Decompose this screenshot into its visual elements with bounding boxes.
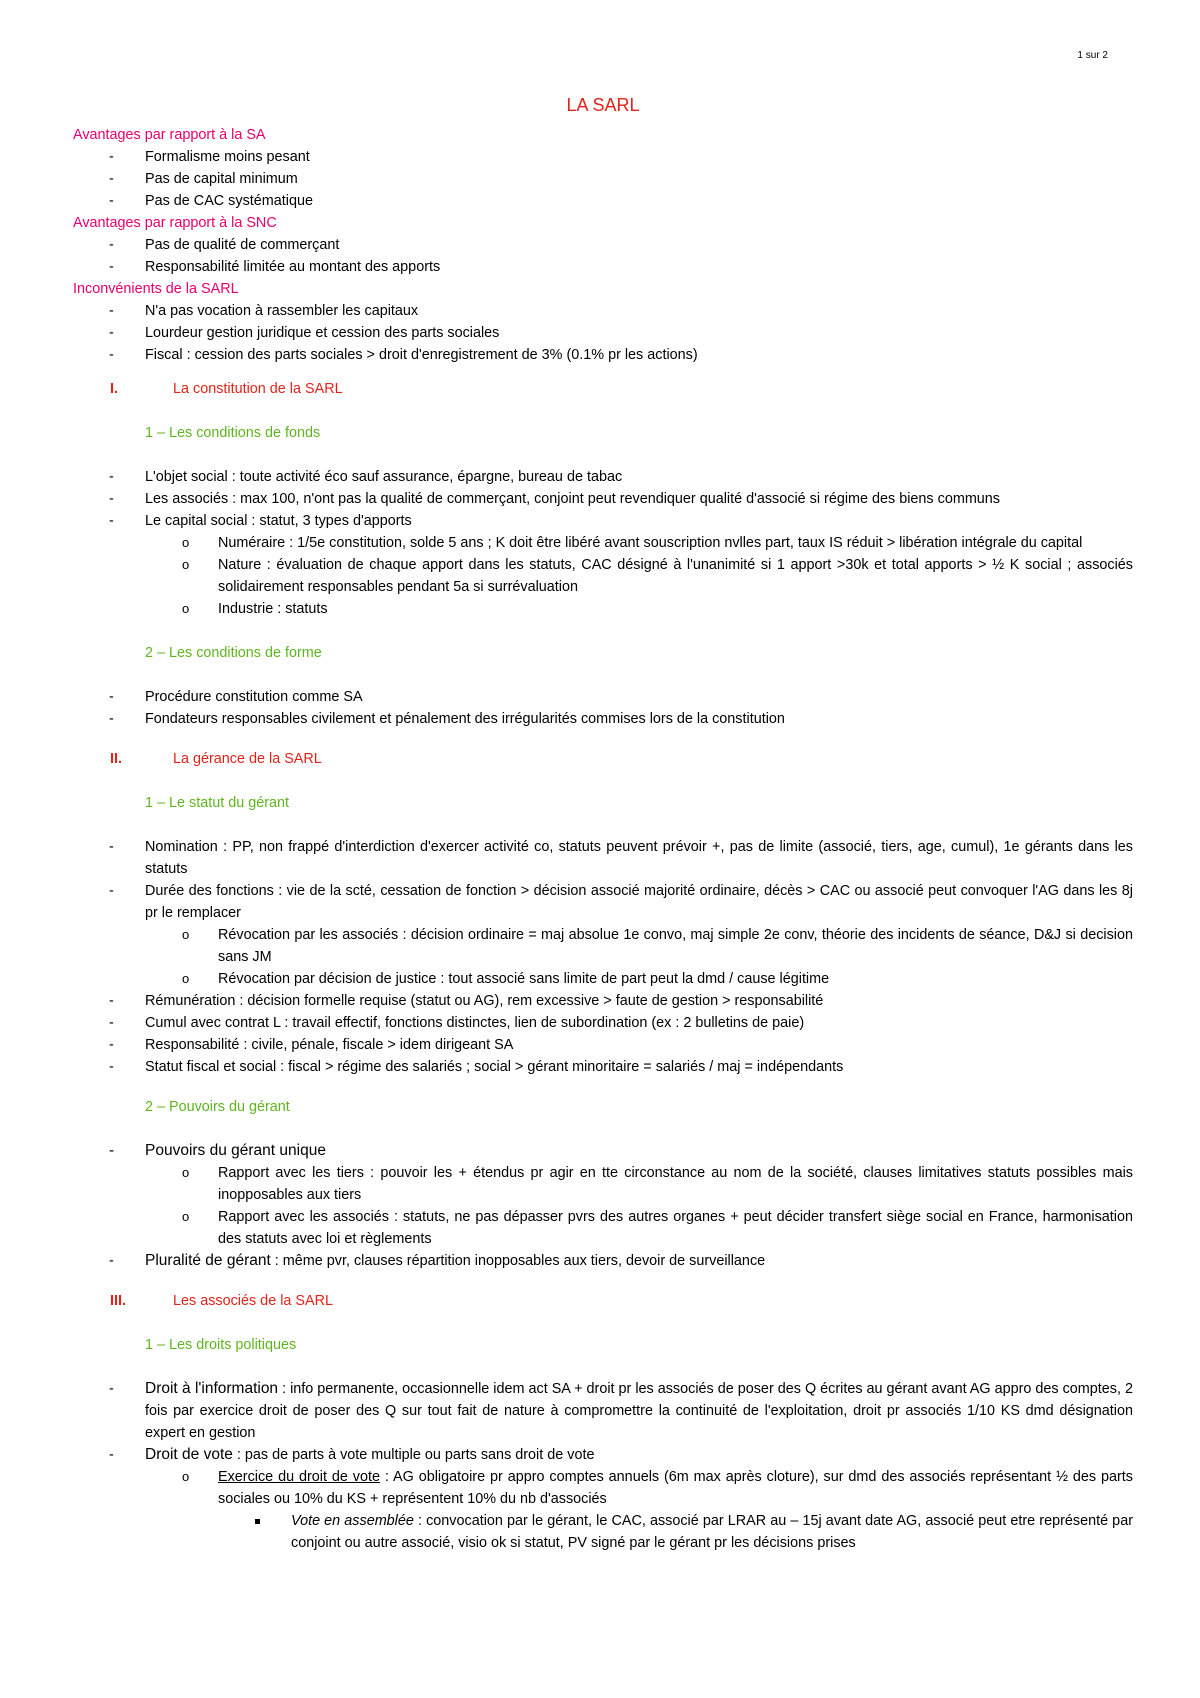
sub-list-item: o Révocation par décision de justice : tout associé sans limite de part peut la dmd / cause légitime [73, 968, 1133, 990]
list-item: - Fiscal : cession des parts sociales > droit d'enregistrement de 3% (0.1% pr les actions) [73, 344, 1133, 366]
list-item: - Statut fiscal et social : fiscal > régime des salariés ; social > gérant minoritaire = salariés / maj = indépendants [73, 1056, 1133, 1078]
heading-advantages-sa: Avantages par rapport à la SA [73, 127, 266, 143]
page-number: 1 sur 2 [1077, 50, 1108, 61]
item-text: : pas de parts à vote multiple ou parts sans droit de vote [232, 1447, 595, 1463]
subsection-heading: 1 – Le statut du gérant [145, 795, 290, 811]
item-label: Droit de vote [145, 1446, 233, 1463]
sub-list-item: o Révocation par les associés : décision ordinaire = maj absolue 1e convo, maj simple 2e conv, théorie des incidents de séance, D&J si decision sans JM [73, 924, 1133, 968]
item-text: : AG obligatoire pr appro comptes annuels (6m max après cloture), sur dmd des associés représentant ½ des parts sociales ou 10% du KS + représentent 10% du nb d'associés [218, 1469, 1133, 1507]
list-item [73, 1378, 1133, 1444]
list-item: - Responsabilité limitée au montant des apports [73, 256, 1133, 278]
list-item [73, 1250, 1133, 1272]
item-text: : info permanente, occasionnelle idem act SA + droit pr les associés de poser des Q écrites au gérant avant AG appro des comptes, 2 fois par exercice droit de poser des Q sur tout fait de nature à compromettre la continuité de l'exploitation, droit pr associés 1/10 KS dmd désignation expert en gestion [145, 1381, 1133, 1441]
section-title: La gérance de la SARL [173, 751, 322, 767]
section-heading-constitution [73, 378, 1133, 400]
document-body [73, 92, 1133, 1554]
list-item: - Fondateurs responsables civilement et pénalement des irrégularités commises lors de la constitution [73, 708, 1133, 730]
list-item: - Responsabilité : civile, pénale, fiscale > idem dirigeant SA [73, 1034, 1133, 1056]
subsection-heading: 2 – Pouvoirs du gérant [145, 1099, 290, 1115]
list-item: - Durée des fonctions : vie de la scté, cessation de fonction > décision associé majorité ordinaire, décès > CAC ou associé peut convoquer l'AG dans les 8j pr le remplacer [73, 880, 1133, 924]
section-title: La constitution de la SARL [173, 381, 343, 397]
list-item: - L'objet social : toute activité éco sauf assurance, épargne, bureau de tabac [73, 466, 1133, 488]
subsection-heading: 1 – Les conditions de fonds [145, 425, 321, 441]
list-item: - Procédure constitution comme SA [73, 686, 1133, 708]
sub-list-item [73, 1466, 1133, 1510]
sub-list-item: o Industrie : statuts [73, 598, 1133, 620]
section-heading-associes [73, 1290, 1133, 1312]
list-item: - Pas de CAC systématique [73, 190, 1133, 212]
subsection-heading: 1 – Les droits politiques [145, 1337, 297, 1353]
list-item: - Rémunération : décision formelle requise (statut ou AG), rem excessive > faute de gestion > responsabilité [73, 990, 1133, 1012]
list-item: - Formalisme moins pesant [73, 146, 1133, 168]
item-text: : convocation par le gérant, le CAC, associé par LRAR au – 15j avant date AG, associé peut etre représenté par conjoint ou autre associé, visio ok si statut, PV signé par le gérant pr les décisions prises [291, 1513, 1133, 1551]
item-label: Vote en assemblée [291, 1513, 414, 1529]
heading-advantages-snc: Avantages par rapport à la SNC [73, 215, 277, 231]
document-title: LA SARL [566, 95, 640, 115]
item-label: Droit à l'information [145, 1380, 279, 1397]
item-text: : même pvr, clauses répartition inopposables aux tiers, devoir de surveillance [270, 1253, 766, 1269]
list-item [73, 1444, 1133, 1466]
list-item: - Cumul avec contrat L : travail effectif, fonctions distinctes, lien de subordination (ex : 2 bulletins de paie) [73, 1012, 1133, 1034]
sub-list-item: o Numéraire : 1/5e constitution, solde 5 ans ; K doit être libéré avant souscription nvlles part, taux IS réduit > libération intégrale du capital [73, 532, 1133, 554]
item-label: Pluralité de gérant [145, 1252, 271, 1269]
sub-list-item: o Rapport avec les tiers : pouvoir les + étendus pr agir en tte circonstance au nom de la société, clauses limitatives statuts possibles mais inopposables aux tiers [73, 1162, 1133, 1206]
list-item: - Les associés : max 100, n'ont pas la qualité de commerçant, conjoint peut revendiquer qualité d'associé si régime des biens communs [73, 488, 1133, 510]
list-item: - Pas de capital minimum [73, 168, 1133, 190]
section-number: II. [110, 751, 122, 767]
list-item: - Le capital social : statut, 3 types d'apports [73, 510, 1133, 532]
sub-list-item: o Rapport avec les associés : statuts, ne pas dépasser pvrs des autres organes + peut décider transfert siège social en France, harmonisation des statuts avec loi et règlements [73, 1206, 1133, 1250]
list-item: - Pouvoirs du gérant unique [73, 1140, 1133, 1162]
list-item: - Lourdeur gestion juridique et cession des parts sociales [73, 322, 1133, 344]
item-label: Exercice du droit de vote [218, 1469, 380, 1485]
list-item: - Pas de qualité de commerçant [73, 234, 1133, 256]
heading-inconvenients: Inconvénients de la SARL [73, 281, 239, 297]
sub-sub-list-item [73, 1510, 1133, 1554]
section-heading-gerance [73, 748, 1133, 770]
section-title: Les associés de la SARL [173, 1293, 333, 1309]
section-number: III. [110, 1293, 126, 1309]
list-item: - Nomination : PP, non frappé d'interdiction d'exercer activité co, statuts peuvent prévoir +, pas de limite (associé, tiers, age, cumul), 1e gérants dans les statuts [73, 836, 1133, 880]
sub-list-item: o Nature : évaluation de chaque apport dans les statuts, CAC désigné à l'unanimité si 1 apport >30k et total apports > ½ K social ; associés solidairement responsables pendant 5a si surrévaluation [73, 554, 1133, 598]
subsection-heading: 2 – Les conditions de forme [145, 645, 322, 661]
section-number: I. [110, 381, 118, 397]
list-item: - N'a pas vocation à rassembler les capitaux [73, 300, 1133, 322]
